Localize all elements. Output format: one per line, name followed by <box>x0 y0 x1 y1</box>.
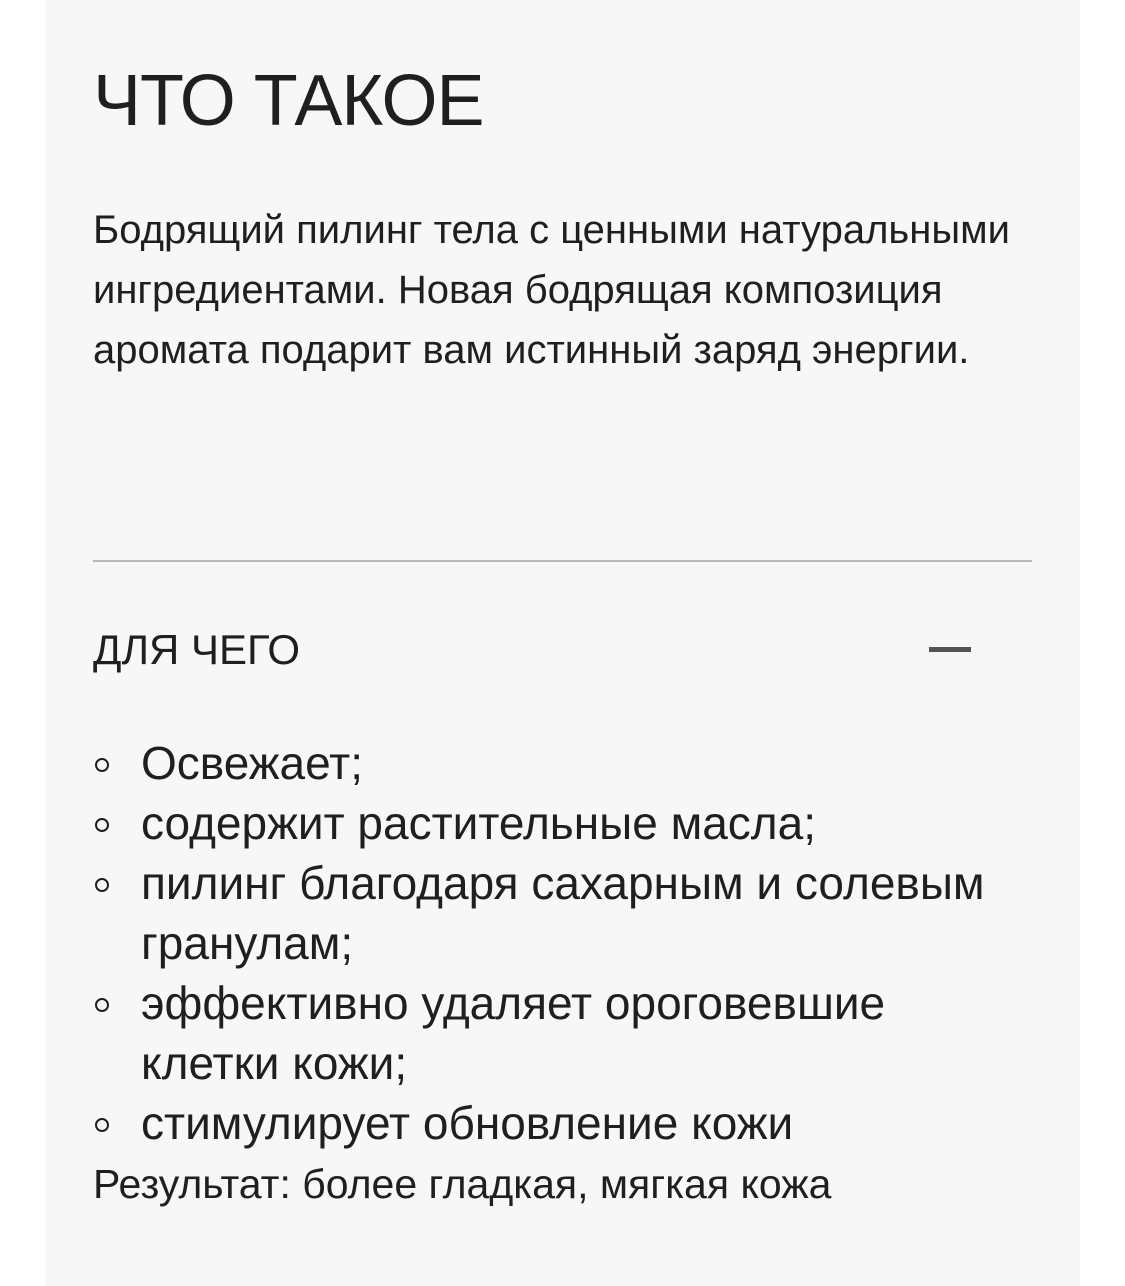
section-divider <box>93 560 1032 562</box>
benefit-text: эффективно удаляет ороговевшие клетки кожи; <box>141 977 886 1089</box>
result-text: Результат: более гладкая, мягкая кожа <box>93 1161 832 1207</box>
bullet-icon <box>95 1118 109 1132</box>
list-item <box>93 973 1032 1093</box>
product-description: Бодрящий пилинг тела с ценными натуральными ингредиентами. Новая бодрящая композиция аромата подарит вам истинный заряд энергии. <box>93 208 1010 372</box>
bullet-icon <box>95 818 109 832</box>
for-what-accordion-header[interactable] <box>93 620 1032 680</box>
benefit-text: содержит растительные масла; <box>141 797 816 849</box>
bullet-icon <box>95 758 109 772</box>
bullet-icon <box>95 998 109 1012</box>
list-item <box>93 853 1032 973</box>
minus-icon[interactable] <box>929 647 971 653</box>
bullet-icon <box>95 878 109 892</box>
benefit-text: стимулирует обновление кожи <box>141 1097 794 1149</box>
product-info-card <box>45 0 1080 1286</box>
benefit-text: Освежает; <box>141 737 364 789</box>
list-item <box>93 733 1032 793</box>
benefits-list <box>93 733 1032 1153</box>
benefit-text: пилинг благодаря сахарным и солевым гранулам; <box>141 857 985 969</box>
what-is-it-heading: ЧТО ТАКОЕ <box>93 61 484 141</box>
for-what-heading: ДЛЯ ЧЕГО <box>93 626 301 673</box>
list-item <box>93 793 1032 853</box>
list-item <box>93 1093 1032 1153</box>
